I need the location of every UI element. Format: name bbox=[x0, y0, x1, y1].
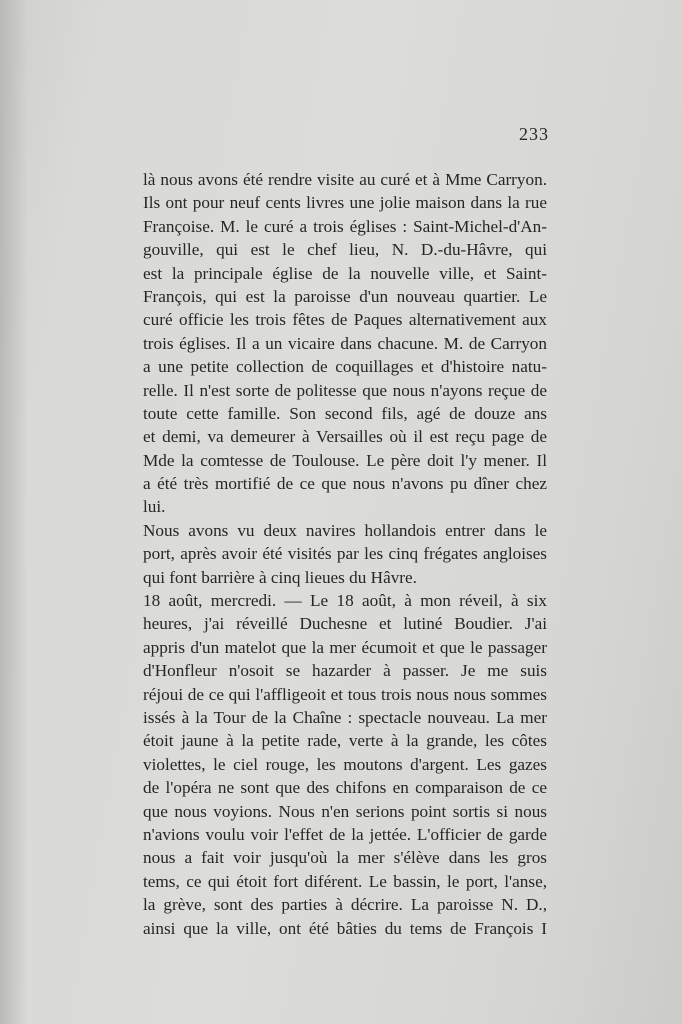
text-line: là nous avons été rendre visite au curé et à Mme Carryon. bbox=[143, 170, 547, 189]
text-line: appris d'un matelot que la mer écumoit et que le passager bbox=[143, 637, 547, 657]
text-line: curé officie les trois fêtes de Paques alternativement aux bbox=[143, 310, 547, 330]
text-line: Françoise. M. le curé a trois églises : Saint-Michel-d'An- bbox=[143, 216, 547, 236]
text-line: trois églises. Il a un vicaire dans chacune. M. de Carryon bbox=[143, 333, 547, 353]
text-line: gouville, qui est le chef lieu, N. D.-du-Hâvre, qui bbox=[143, 240, 547, 260]
text-line: violettes, le ciel rouge, les moutons d'argent. Les gazes bbox=[143, 754, 547, 774]
text-line: réjoui de ce qui l'affligeoit et tous trois nous nous sommes bbox=[143, 684, 547, 704]
text-line: Mde la comtesse de Toulouse. Le père doit l'y mener. Il bbox=[143, 450, 547, 470]
text-line: nous a fait voir jusqu'où la mer s'élève dans les gros bbox=[143, 848, 547, 868]
text-line: d'Honfleur n'osoit se hazarder à passer. Je me suis bbox=[143, 661, 547, 681]
text-line: tems, ce qui étoit fort diférent. Le bassin, le port, l'anse, bbox=[143, 871, 547, 891]
page-number: 233 bbox=[519, 124, 549, 144]
text-line: n'avions voulu voir l'effet de la jettée. L'officier de garde bbox=[143, 824, 547, 844]
text-line: de l'opéra ne sont que des chifons en comparaison de ce bbox=[143, 778, 547, 798]
text-line: François, qui est la paroisse d'un nouveau quartier. Le bbox=[143, 286, 547, 306]
text-line: a une petite collection de coquillages et d'histoire natu- bbox=[143, 357, 547, 377]
text-line: relle. Il n'est sorte de politesse que nous n'ayons reçue de bbox=[143, 380, 547, 400]
text-line: la grève, sont des parties à décrire. La paroisse N. D., bbox=[143, 895, 547, 915]
text-line: lui. bbox=[143, 497, 166, 517]
binding-shadow bbox=[0, 0, 28, 1024]
text-line: Nous avons vu deux navires hollandois entrer dans le bbox=[143, 520, 547, 540]
text-line: heures, j'ai réveillé Duchesne et lutiné Boudier. J'ai bbox=[143, 614, 547, 634]
body-text bbox=[143, 168, 547, 940]
text-line: a été très mortifié de ce que nous n'avons pu dîner chez bbox=[143, 474, 547, 494]
text-line: port, après avoir été visités par les cinq frégates angloises bbox=[143, 544, 547, 564]
text-line: toute cette famille. Son second fils, agé de douze ans bbox=[143, 403, 547, 423]
text-line: issés à la Tour de la Chaîne : spectacle nouveau. La mer bbox=[143, 707, 547, 727]
text-line: 18 août, mercredi. — Le 18 août, à mon réveil, à six bbox=[143, 591, 547, 611]
text-line: Ils ont pour neuf cents livres une jolie maison dans la rue bbox=[143, 193, 547, 213]
text-line: ainsi que la ville, ont été bâties du tems de François I bbox=[143, 918, 547, 938]
text-line: qui font barrière à cinq lieues du Hâvre. bbox=[143, 567, 417, 587]
text-line: étoit jaune à la petite rade, verte à la grande, les côtes bbox=[143, 731, 547, 751]
text-line: et demi, va demeurer à Versailles où il est reçu page de bbox=[143, 427, 547, 447]
text-line: est la principale église de la nouvelle ville, et Saint- bbox=[143, 263, 547, 283]
text-line: que nous voyions. Nous n'en serions point sortis si nous bbox=[143, 801, 547, 821]
